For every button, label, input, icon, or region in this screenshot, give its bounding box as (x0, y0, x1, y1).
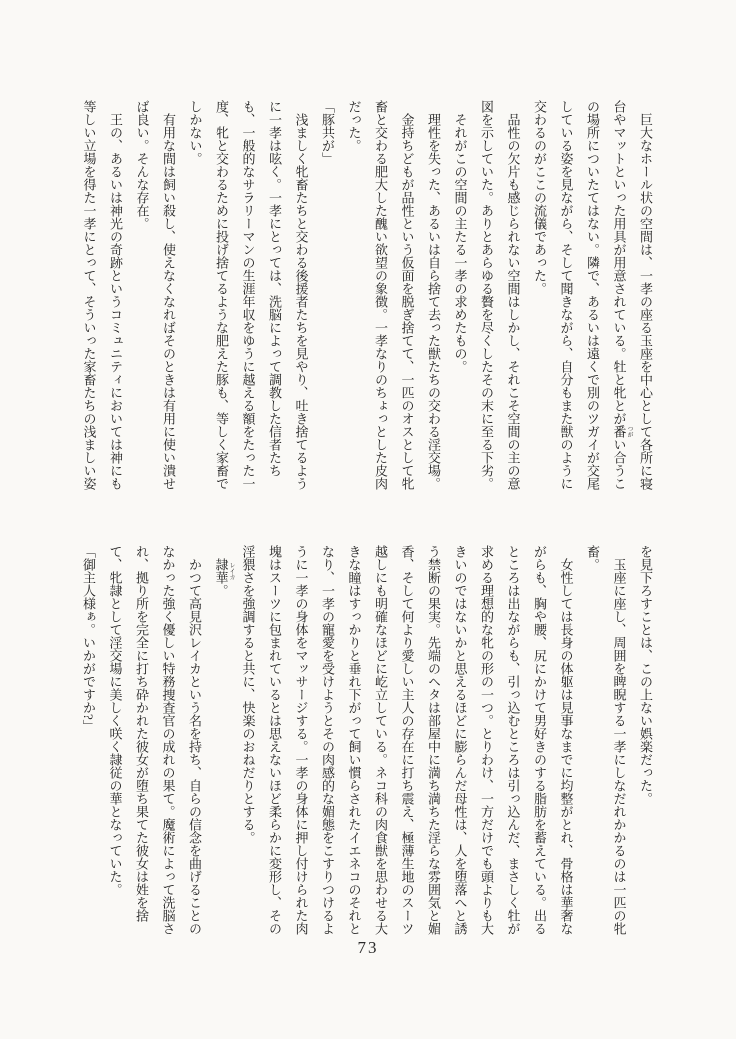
paragraph: それがこの空間の主たる一孝の求めたもの。 (452, 113, 468, 373)
paragraph: 女性しては長身の体躯は見事なまでに均整がとれ、骨格は華奢ながらも、胸や腰、尻にかけて男好きのする脂肪を蓄えている。出るところは出ながらも、引っ込むところは引っ込んだ、まさしく牡が求める理想的な牝の形の一つ。とりわけ、一方だけでも頭よりも大きいのではないかと思えるほどに膨らんだ母性は、人を堕落へと誘う禁断の果実。先端のヘタは部屋中に満ち満ちた淫らな雰囲気と媚香、そして何より愛しい主人の存在に打ち震え、極薄生地のスーツ越しにも明確なほどに屹立している。ネコ科の肉食獣を思わせる大きな瞳はすっかりと垂れ下がって飼い慣らされたイエネコのそれとなり、一孝の寵愛を受けようとその肉感的な媚態をこすりつけるように一孝の身体をマッサージする。一孝の身体に押し付けられた肉塊はスーツに包まれているとは思えないほど柔らかに変形し、その淫猥さを強調すると共に、快楽のおねだりとする。 (240, 545, 574, 935)
text-block-top (58, 100, 658, 491)
paragraph: 有用な間は飼い殺し、使えなくなればそのときは有用に使い潰せば良い。そんな存在。 (134, 100, 176, 490)
paragraph: 王の、あるいは神光の奇跡というコミュニティにおいては神にも等しい立場を得た一孝にとって、そういった家畜たちの浅ましい姿 (81, 100, 123, 490)
paragraph: 「御主人様ぁ。いかがですか?」 (81, 545, 96, 733)
ruby-annotated-text: 番 つが (611, 425, 632, 438)
paragraph: 理性を失った、あるいは自ら捨て去った獣たちの交わる淫交場。 (426, 113, 441, 490)
paragraph: 金持ちどもが品性という仮面を脱ぎ捨てて、一匹のオスとして牝畜と交わる肥大した醜い欲望の象徴。一孝なりのちょっとした皮肉だった。 (346, 100, 415, 490)
paragraph: かつて高見沢レイカという名を持ち、自らの信念を曲げることのなかった強く優しい特務捜査官の成れの果て。魔術によって洗脳され、拠り所を完全に打ち砕かれた彼女が堕ち果てた彼女は姓を捨て、牝隷として淫交場に美しく咲く隷従の華となっていた。 (107, 545, 202, 935)
ruby-annotated-text: 隷華 レイカ (213, 558, 234, 584)
paragraph: 巨大なホール状の空間は、一孝の座る玉座を中心として各所に寝台やマットといった用具が用意されている。牡と牝とが番 つがい合うこの場所についたてはない。隣で、あるいは遠くで別のツガイが交尾している姿を見ながら、そして聞きながら、自分もまた獣のように交わるのがここの流儀であった。 (532, 100, 653, 490)
paragraph: 隷華 レイカ。 (213, 558, 234, 597)
paragraph: を見下ろすことは、この上ない娯楽だった。 (638, 545, 653, 805)
furigana: つが (626, 425, 632, 438)
paragraph: 浅ましく牝畜たちと交わる後援者たちを見やり、吐き捨てるように一孝は呟く。一孝にとっては、洗脳によって調教した信者たちも、一般的なサラリーマンの生涯年収をゆうに越える額をたった一度、牝と交わるために投げ捨てるような肥えた豚も、等しく家畜でしかない。 (187, 100, 309, 490)
furigana: レイカ (228, 558, 234, 584)
page-number: 73 (357, 938, 379, 957)
paragraph: 「豚共が」 (320, 100, 335, 165)
paragraph: 玉座に座し、周囲を睥睨する一孝にしなだれかかるのは一匹の牝畜。 (585, 545, 627, 935)
text-block-bottom (58, 545, 658, 936)
paragraph: 品性の欠片も感じられない空間はしかし、それこそ空間の主の意図を示していた。ありとあらゆる贅を尽くしたその末に至る下劣。 (479, 100, 521, 490)
